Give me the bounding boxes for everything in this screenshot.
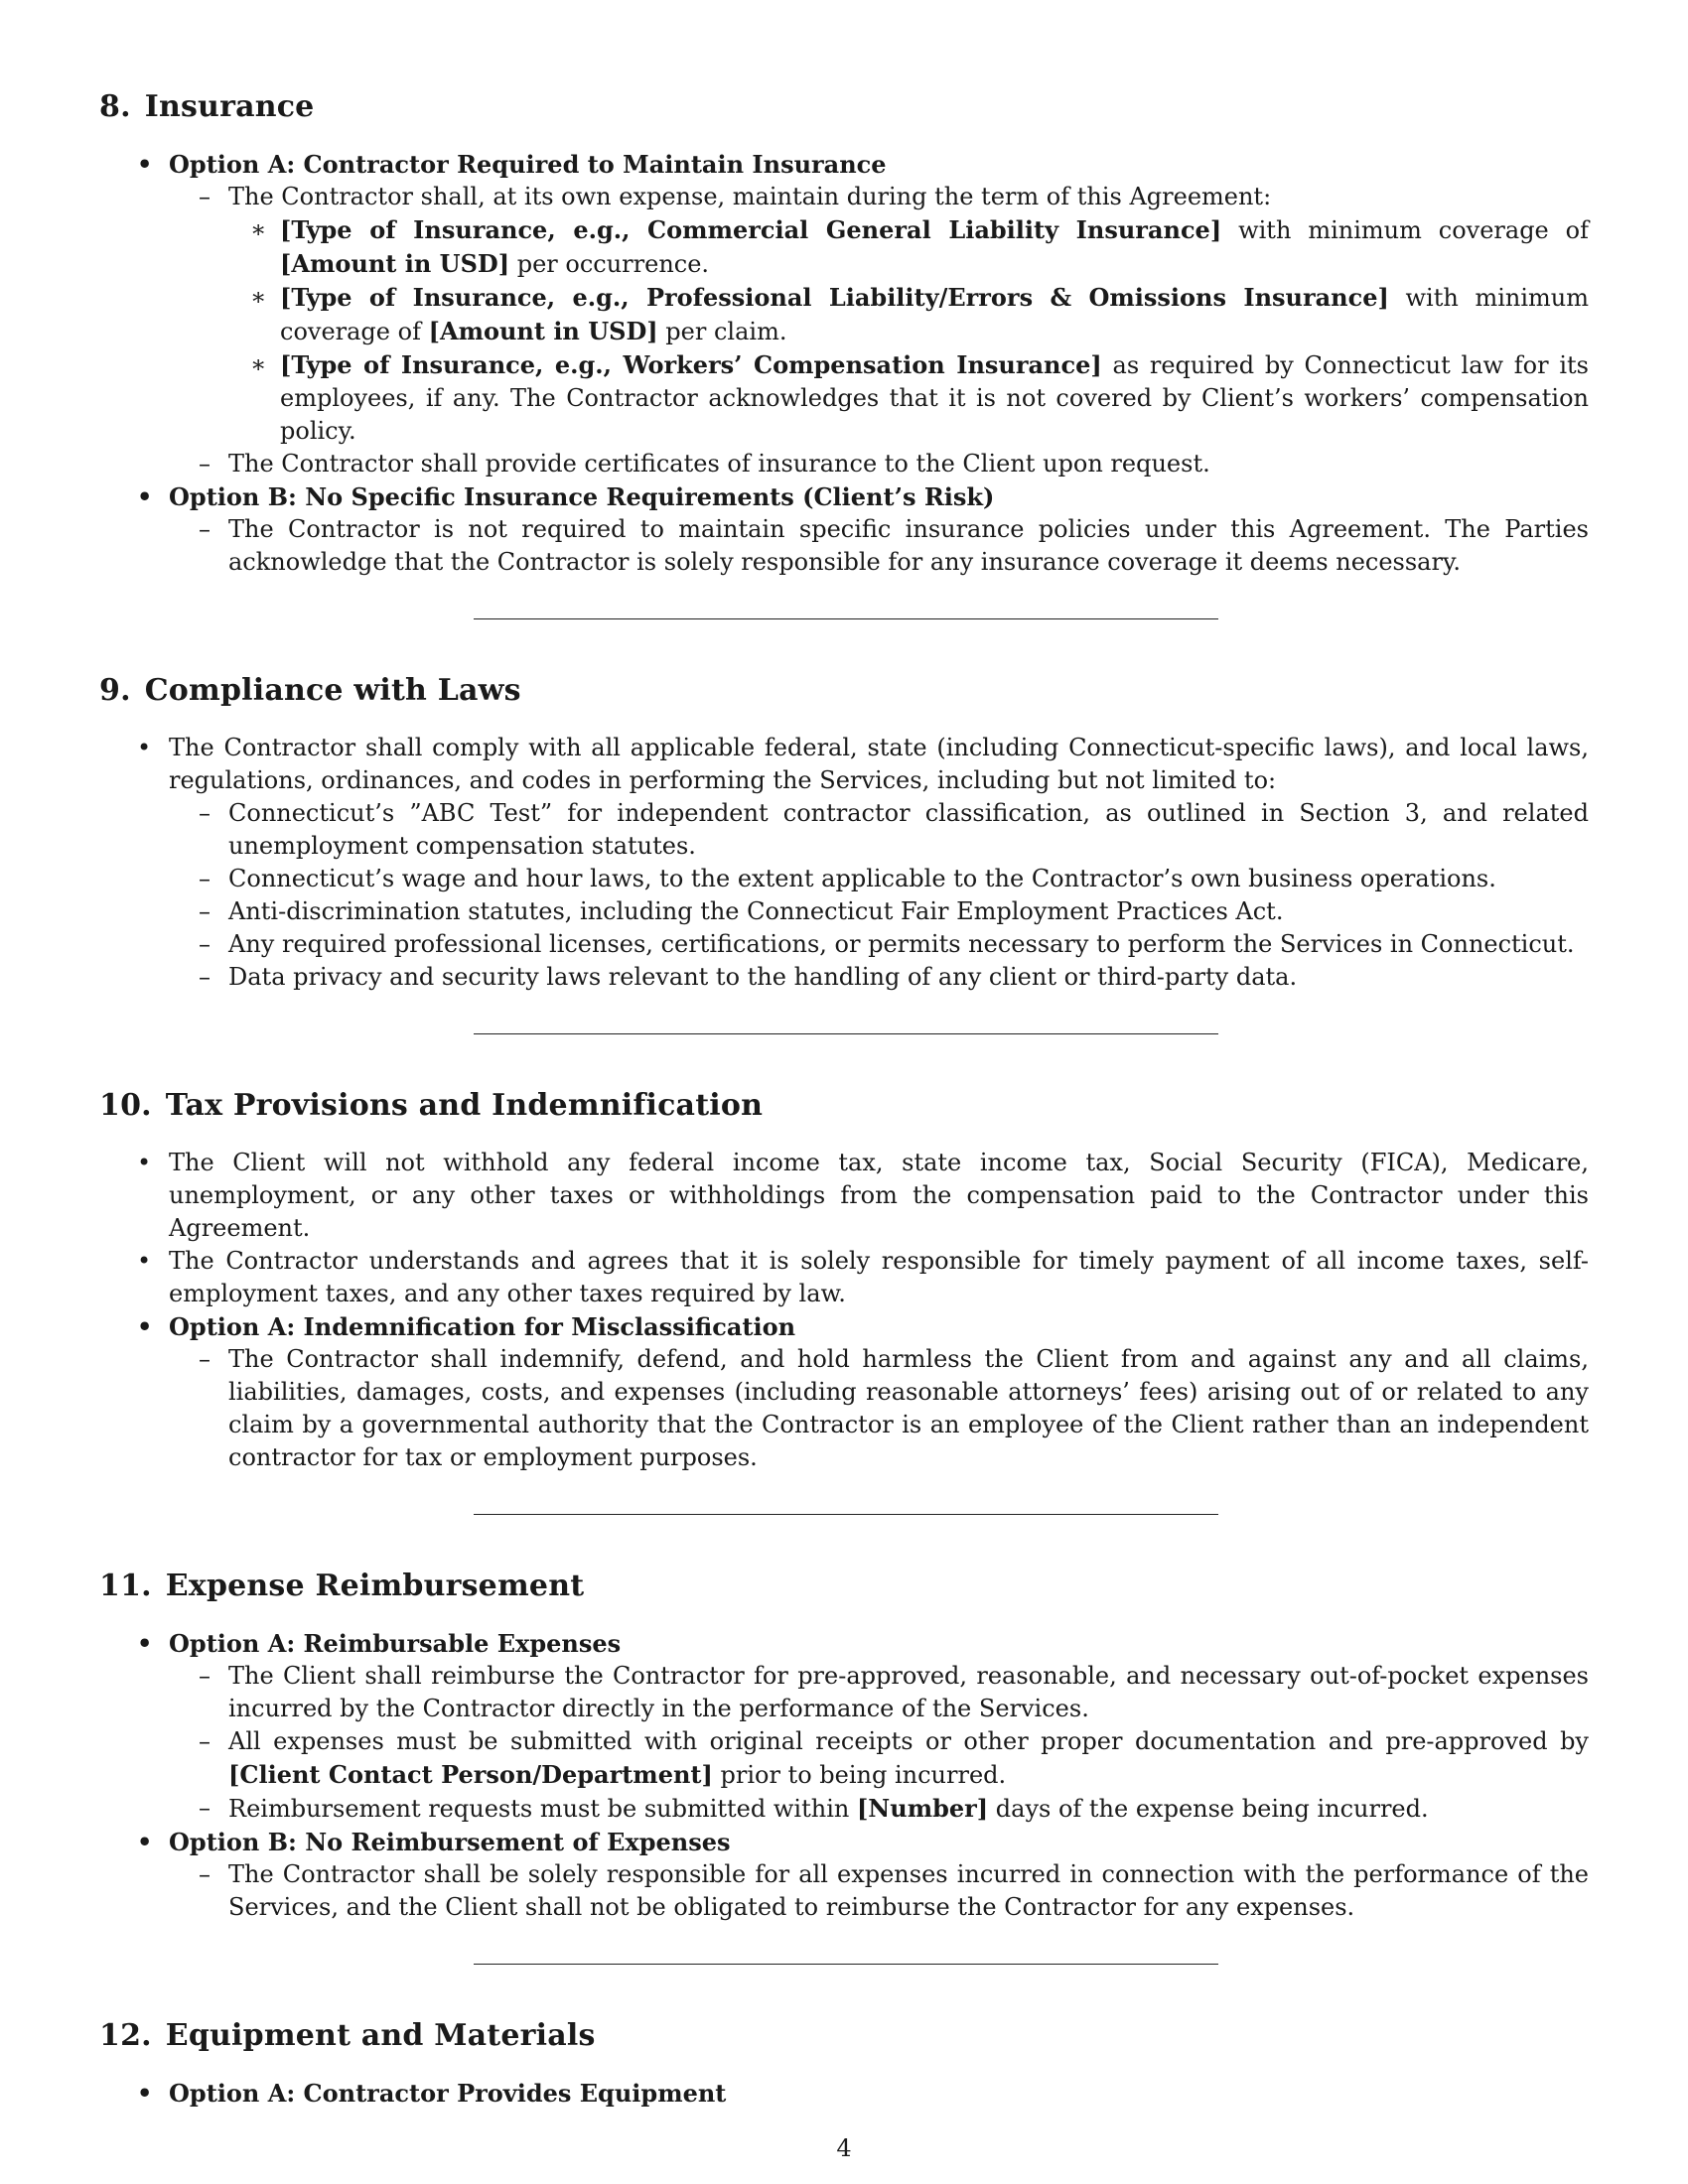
page-number: 4 (836, 2134, 852, 2162)
section-heading: 9. Compliance with Laws (99, 673, 521, 708)
section-divider (474, 1514, 1218, 1515)
list-item: • The Client will not withhold any federal income tax, state income tax, Social Security (FICA), Medicare, unemployment, or any other taxes or withholdings from the compensation paid to the Contractor under this Agreement. (99, 1147, 1589, 1245)
option-heading: • Option A: Reimbursable Expenses (99, 1627, 1589, 1660)
list-item: ∗ [Type of Insurance, e.g., Commercial General Liability Insurance] with minimum coverage of [Amount in USD] per occurrence. (99, 213, 1589, 281)
list-item: – The Contractor shall, at its own expense, maintain during the term of this Agreement: (99, 181, 1589, 213)
section-expenses (99, 1569, 1589, 1965)
section-heading: 10. Tax Provisions and Indemnification (99, 1088, 764, 1123)
section-tax (99, 1088, 1589, 1515)
section-divider (474, 618, 1218, 619)
list-item: ∗ [Type of Insurance, e.g., Professional Liability/Errors & Omissions Insurance] with minimum coverage of [Amount in USD] per claim. (99, 281, 1589, 348)
section-compliance (99, 673, 1589, 1034)
list-item: – The Client shall reimburse the Contractor for pre-approved, reasonable, and necessary out-of-pocket expenses incurred by the Contractor directly in the performance of the Services. (99, 1660, 1589, 1725)
list-item: – The Contractor is not required to maintain specific insurance policies under this Agreement. The Parties acknowledge that the Contractor is solely responsible for any insurance coverage it deems necessary. (99, 513, 1589, 579)
list-item: ∗ [Type of Insurance, e.g., Workers’ Compensation Insurance] as required by Connecticut law for its employees, if any. The Contractor acknowledges that it is not covered by Client’s workers’ compensation policy. (99, 348, 1589, 448)
list-item: – Any required professional licenses, certifications, or permits necessary to perform the Services in Connecticut. (99, 928, 1589, 961)
section-divider (474, 1033, 1218, 1034)
option-heading: • Option A: Contractor Provides Equipment (99, 2077, 1589, 2110)
section-equipment (99, 2018, 1589, 2110)
list-item: – Data privacy and security laws relevant to the handling of any client or third-party data. (99, 961, 1589, 994)
option-heading: • Option A: Contractor Required to Maintain Insurance (99, 148, 1589, 181)
section-heading: 12. Equipment and Materials (99, 2018, 596, 2053)
list-item: • The Contractor understands and agrees that it is solely responsible for timely payment of all income taxes, self-employment taxes, and any other taxes required by law. (99, 1245, 1589, 1310)
document-page (99, 89, 1589, 2110)
list-item: – The Contractor shall be solely responsible for all expenses incurred in connection with the performance of the Services, and the Client shall not be obligated to reimburse the Contractor for any expenses. (99, 1858, 1589, 1924)
list-item: – Connecticut’s wage and hour laws, to the extent applicable to the Contractor’s own business operations. (99, 863, 1589, 895)
option-heading: • Option B: No Specific Insurance Requirements (Client’s Risk) (99, 480, 1589, 513)
option-heading: • Option B: No Reimbursement of Expenses (99, 1826, 1589, 1858)
list-item: – Connecticut’s ”ABC Test” for independent contractor classification, as outlined in Section 3, and related unemployment compensation statutes. (99, 797, 1589, 863)
list-item: – Reimbursement requests must be submitted within [Number] days of the expense being incurred. (99, 1792, 1589, 1826)
section-insurance (99, 89, 1589, 619)
option-heading: • Option A: Indemnification for Misclassification (99, 1310, 1589, 1343)
list-item: – All expenses must be submitted with original receipts or other proper documentation and pre-approved by [Client Contact Person/Department] prior to being incurred. (99, 1725, 1589, 1792)
list-item: • The Contractor shall comply with all applicable federal, state (including Connecticut-specific laws), and local laws, regulations, ordinances, and codes in performing the Services, including but not limited to: (99, 732, 1589, 797)
list-item: – The Contractor shall provide certificates of insurance to the Client upon request. (99, 448, 1589, 480)
list-item: – Anti-discrimination statutes, including the Connecticut Fair Employment Practices Act. (99, 895, 1589, 928)
section-heading: 11. Expense Reimbursement (99, 1569, 585, 1603)
section-divider (474, 1964, 1218, 1965)
section-heading: 8. Insurance (99, 89, 315, 124)
list-item: – The Contractor shall indemnify, defend, and hold harmless the Client from and against any and all claims, liabilities, damages, costs, and expenses (including reasonable attorneys’ fees) arising out of or related to any claim by a governmental authority that the Contractor is an employee of the Client rather than an independent contractor for tax or employment purposes. (99, 1343, 1589, 1474)
